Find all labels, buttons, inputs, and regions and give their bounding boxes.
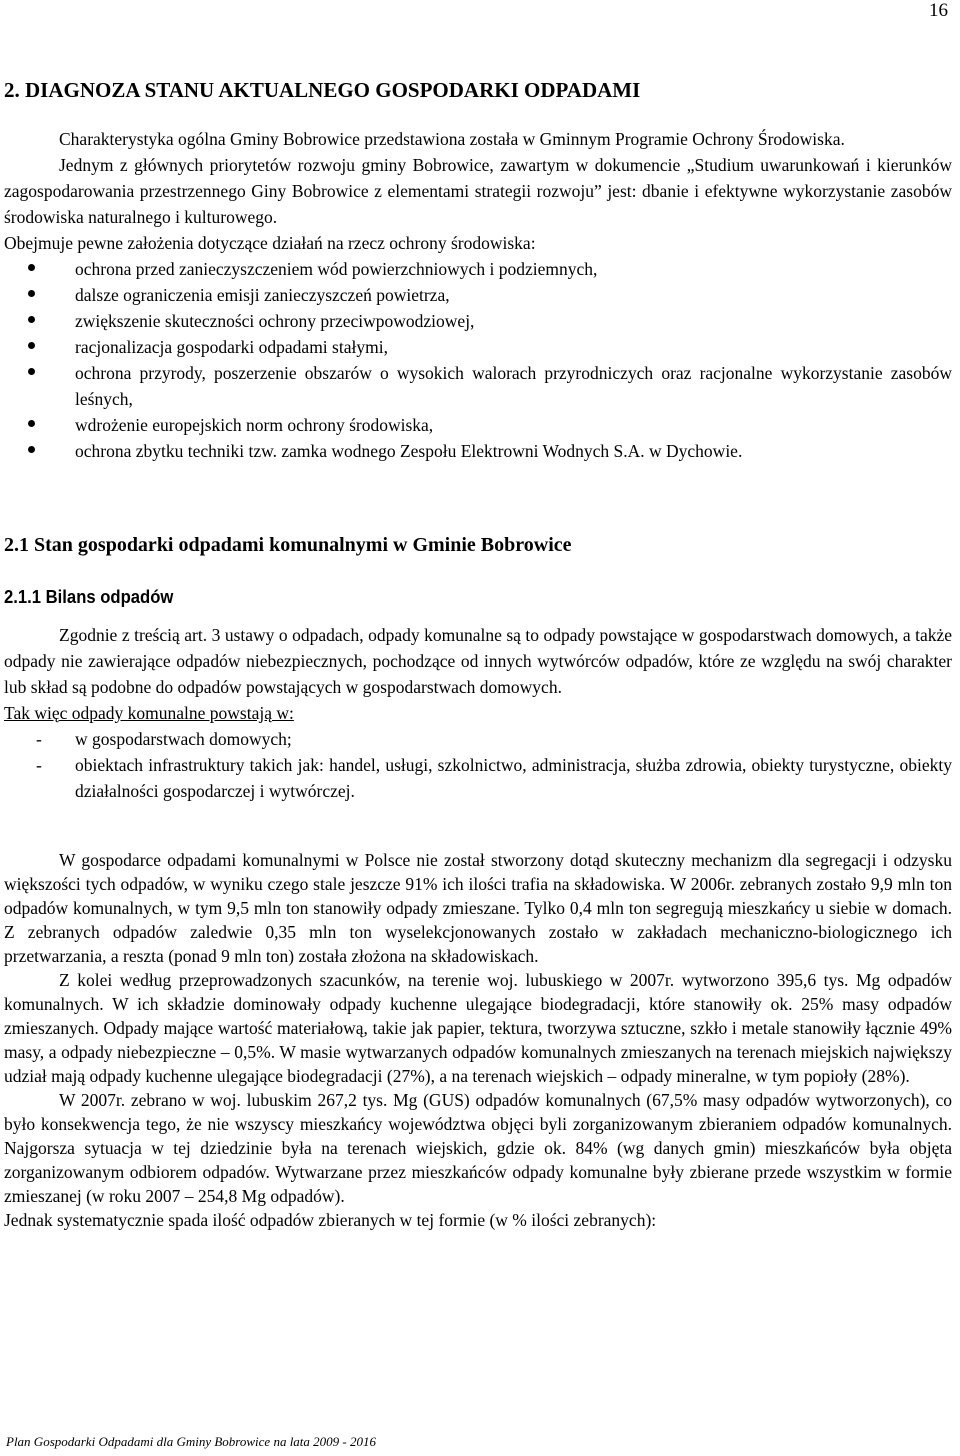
dash-list bbox=[4, 726, 952, 804]
list-item bbox=[4, 726, 952, 752]
underlined-line-wrap bbox=[4, 700, 952, 726]
intro-block bbox=[4, 126, 952, 464]
chapter-heading: 2. DIAGNOZA STANU AKTUALNEGO GOSPODARKI ODPADAMI bbox=[4, 78, 641, 102]
dash-marker: - bbox=[36, 729, 42, 749]
list-item: wdrożenie europejskich norm ochrony środowiska, bbox=[4, 412, 952, 438]
list-item: ochrona przyrody, poszerzenie obszarów o wysokich walorach przyrodniczych oraz racjonalne wykorzystanie zasobów leśnych, bbox=[4, 360, 952, 412]
page-footer: Plan Gospodarki Odpadami dla Gminy Bobrowice na lata 2009 - 2016 bbox=[6, 1434, 376, 1449]
definition-block bbox=[4, 622, 952, 804]
list-item: ochrona zbytku techniki tzw. zamka wodnego Zespołu Elektrowni Wodnych S.A. w Dychowie. bbox=[4, 438, 952, 464]
priority-paragraph: Jednym z głównych priorytetów rozwoju gminy Bobrowice, zawartym w dokumencie „Studium uwarunkowań i kierunków zagospodarowania przestrzennego Giny Bobrowice z elementami strategii rozwoju” jest: dbanie i efektywne wykorzystanie zasobów środowiska naturalnego i kulturowego. bbox=[4, 155, 952, 227]
body-paragraph: W gospodarce odpadami komunalnymi w Polsce nie został stworzony dotąd skuteczny mechanizm dla segregacji i odzysku większości tych odpadów, w wyniku czego stale jeszcze 91% ich ilości trafia na składowiska. W 2006r. zebranych zostało 9,9 mln ton odpadów komunalnych, w tym 9,5 mln ton stanowiły odpady zmieszane. Tylko 0,4 mln ton segregują mieszkańcy u siebie w domach. Z zebranych odpadów zaledwie 0,35 mln ton wyselekcjonowanych zostało w zakładach mechaniczno-biologicznego ich przetwarzania, a reszta (ponad 9 mln ton) została złożona na składowiskach. bbox=[4, 850, 952, 966]
page-number: 16 bbox=[929, 0, 948, 21]
list-item-text: w gospodarstwach domowych; bbox=[75, 729, 292, 749]
list-item bbox=[4, 752, 952, 804]
list-item: racjonalizacja gospodarki odpadami stałymi, bbox=[4, 334, 952, 360]
list-item: zwiększenie skuteczności ochrony przeciwpowodziowej, bbox=[4, 308, 952, 334]
intro-paragraph: Charakterystyka ogólna Gminy Bobrowice przedstawiona została w Gminnym Programie Ochrony Środowiska. bbox=[59, 129, 845, 149]
dash-marker: - bbox=[36, 755, 42, 775]
section-heading: 2.1 Stan gospodarki odpadami komunalnymi w Gminie Bobrowice bbox=[4, 534, 572, 556]
chapter-heading-block bbox=[4, 78, 952, 103]
list-item: ochrona przed zanieczyszczeniem wód powierzchniowych i podziemnych, bbox=[4, 256, 952, 282]
subsection-heading: 2.1.1 Bilans odpadów bbox=[4, 586, 174, 607]
underlined-line: Tak więc odpady komunalne powstają w: bbox=[4, 703, 294, 723]
list-item-text: obiektach infrastruktury takich jak: handel, usługi, szkolnictwo, administracja, służba zdrowia, obiekty turystyczne, obiekty działalności gospodarczej i wytwórczej. bbox=[75, 755, 952, 801]
bullet-list bbox=[4, 256, 952, 464]
subsection-heading-block bbox=[4, 586, 952, 608]
assumptions-paragraph: Obejmuje pewne założenia dotyczące działań na rzecz ochrony środowiska: bbox=[4, 233, 536, 253]
closing-paragraph: Jednak systematycznie spada ilość odpadów zbieranych w tej formie (w % ilości zebranych): bbox=[4, 1210, 657, 1230]
body-block bbox=[4, 848, 952, 1232]
body-paragraph: W 2007r. zebrano w woj. lubuskim 267,2 tys. Mg (GUS) odpadów komunalnych (67,5% masy odpadów wytworzonych), co było konsekwencja tego, że nie wszyscy mieszkańcy województwa objęci byli zorganizowanym zbieraniem odpadów komunalnych. Najgorsza sytuacja w tej dziedzinie była na terenach wiejskich, gdzie ok. 84% (wg danych gmin) mieszkańców była objęta zorganizowanym odbiorem odpadów. Wytwarzane przez mieszkańców odpady komunalne były zbierane przede wszystkim w formie zmieszanej (w roku 2007 – 254,8 Mg odpadów). bbox=[4, 1090, 952, 1206]
body-paragraph: Z kolei według przeprowadzonych szacunków, na terenie woj. lubuskiego w 2007r. wytworzono 395,6 tys. Mg odpadów komunalnych. W ich składzie dominowały odpady kuchenne ulegające biodegradacji, które stanowiły ok. 25% masy odpadów zmieszanych. Odpady mające wartość materiałową, takie jak papier, tektura, tworzywa sztuczne, szkło i metale stanowiły łącznie 49% masy, a odpady niebezpieczne – 0,5%. W masie wytwarzanych odpadów komunalnych zmieszanych na terenach miejskich największy udział mają odpady kuchenne ulegające biodegradacji (27%), a na terenach wiejskich – odpady mineralne, w tym popioły (28%). bbox=[4, 970, 952, 1086]
section-heading-block bbox=[4, 534, 952, 557]
list-item: dalsze ograniczenia emisji zanieczyszczeń powietrza, bbox=[4, 282, 952, 308]
definition-paragraph: Zgodnie z treścią art. 3 ustawy o odpadach, odpady komunalne są to odpady powstające w gospodarstwach domowych, a także odpady nie zawierające odpadów niebezpiecznych, pochodzące od innych wytwórców odpadów, które ze względu na swój charakter lub skład są podobne do odpadów powstających w gospodarstwach domowych. bbox=[4, 625, 952, 697]
